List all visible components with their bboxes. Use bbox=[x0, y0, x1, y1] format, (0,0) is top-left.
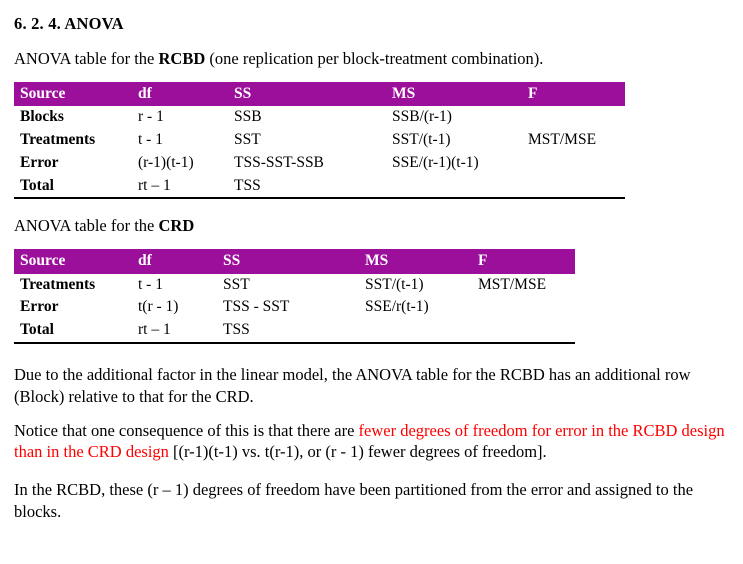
table-row bbox=[14, 274, 575, 297]
rcbd-caption-bold: RCBD bbox=[158, 49, 206, 68]
paragraph-text-after: [(r-1)(t-1) vs. t(r-1), or (r - 1) fewer degrees of freedom]. bbox=[168, 442, 547, 462]
column-header-f: F bbox=[472, 249, 575, 273]
column-header-ss: SS bbox=[217, 249, 359, 273]
cell-ms: SST/(t-1) bbox=[392, 130, 451, 148]
cell-f: MST/MSE bbox=[528, 130, 597, 148]
cell-ss: SST bbox=[234, 130, 261, 148]
cell-source: Total bbox=[14, 175, 132, 199]
cell-f: MST/MSE bbox=[478, 275, 547, 293]
cell-source: Treatments bbox=[20, 130, 96, 148]
rcbd-caption-before: ANOVA table for the bbox=[14, 49, 159, 68]
table-row bbox=[14, 152, 625, 175]
paragraph-degrees-of-freedom bbox=[14, 420, 727, 464]
cell-df: t(r - 1) bbox=[138, 298, 179, 316]
cell-source: Blocks bbox=[20, 108, 64, 126]
crd-caption bbox=[14, 215, 727, 237]
crd-caption-before: ANOVA table for the bbox=[14, 216, 159, 236]
paragraph-partitioned: In the RCBD, these (r – 1) degrees of freedom have been partitioned from the error and assigned to the blocks. bbox=[14, 480, 694, 521]
cell-ss: TSS bbox=[217, 319, 359, 343]
cell-df: (r-1)(t-1) bbox=[138, 153, 194, 171]
cell-ms: SSE/r(t-1) bbox=[365, 298, 429, 316]
table-header-row bbox=[14, 249, 575, 273]
column-header-source: Source bbox=[14, 249, 132, 273]
column-header-df: df bbox=[132, 249, 217, 273]
table-row bbox=[14, 296, 575, 319]
cell-ms bbox=[386, 175, 522, 199]
cell-ms bbox=[359, 319, 472, 343]
cell-ms: SSE/(r-1)(t-1) bbox=[392, 153, 479, 171]
cell-ms: SST/(t-1) bbox=[365, 275, 424, 293]
cell-df: rt – 1 bbox=[132, 175, 228, 199]
cell-ss: SST bbox=[223, 275, 250, 293]
column-header-ms: MS bbox=[359, 249, 472, 273]
rcbd-caption-after: (one replication per block-treatment combination). bbox=[205, 49, 544, 68]
cell-ss: TSS-SST-SSB bbox=[234, 153, 324, 171]
rcbd-caption bbox=[14, 48, 727, 70]
cell-source: Treatments bbox=[20, 275, 96, 293]
table-header-row bbox=[14, 82, 625, 106]
crd-caption-bold: CRD bbox=[158, 216, 195, 236]
cell-ms: SSB/(r-1) bbox=[392, 108, 452, 126]
cell-f bbox=[472, 319, 575, 343]
paragraph-text-before: Notice that one consequence of this is that there are bbox=[14, 420, 359, 440]
column-header-f: F bbox=[522, 82, 625, 106]
cell-source: Error bbox=[20, 153, 59, 171]
cell-ss: TSS - SST bbox=[223, 298, 290, 316]
anova-table-rcbd bbox=[14, 82, 625, 200]
table-row bbox=[14, 106, 625, 129]
cell-source: Error bbox=[20, 298, 59, 316]
column-header-source: Source bbox=[14, 82, 132, 106]
paragraph-additional-row: Due to the additional factor in the linear model, the ANOVA table for the RCBD has an additional row (Block) relative to that for the CRD. bbox=[14, 365, 691, 406]
cell-ss: TSS bbox=[228, 175, 386, 199]
cell-ss: SSB bbox=[234, 108, 262, 126]
cell-f bbox=[522, 175, 625, 199]
column-header-df: df bbox=[132, 82, 228, 106]
table-row bbox=[14, 129, 625, 152]
cell-df: t - 1 bbox=[138, 130, 163, 148]
highlighted-text: fewer degrees of freedom for error in the RCBD design than in the CRD design bbox=[14, 420, 725, 462]
column-header-ss: SS bbox=[228, 82, 386, 106]
table-row bbox=[14, 175, 625, 199]
table-row bbox=[14, 319, 575, 343]
cell-df: rt – 1 bbox=[132, 319, 217, 343]
cell-source: Total bbox=[14, 319, 132, 343]
cell-f bbox=[522, 106, 625, 129]
anova-table-crd bbox=[14, 249, 575, 344]
cell-f bbox=[522, 152, 625, 175]
column-header-ms: MS bbox=[386, 82, 522, 106]
cell-df: r - 1 bbox=[138, 108, 164, 126]
cell-df: t - 1 bbox=[138, 275, 163, 293]
page-title: 6. 2. 4. ANOVA bbox=[14, 14, 124, 33]
cell-f bbox=[472, 296, 575, 319]
